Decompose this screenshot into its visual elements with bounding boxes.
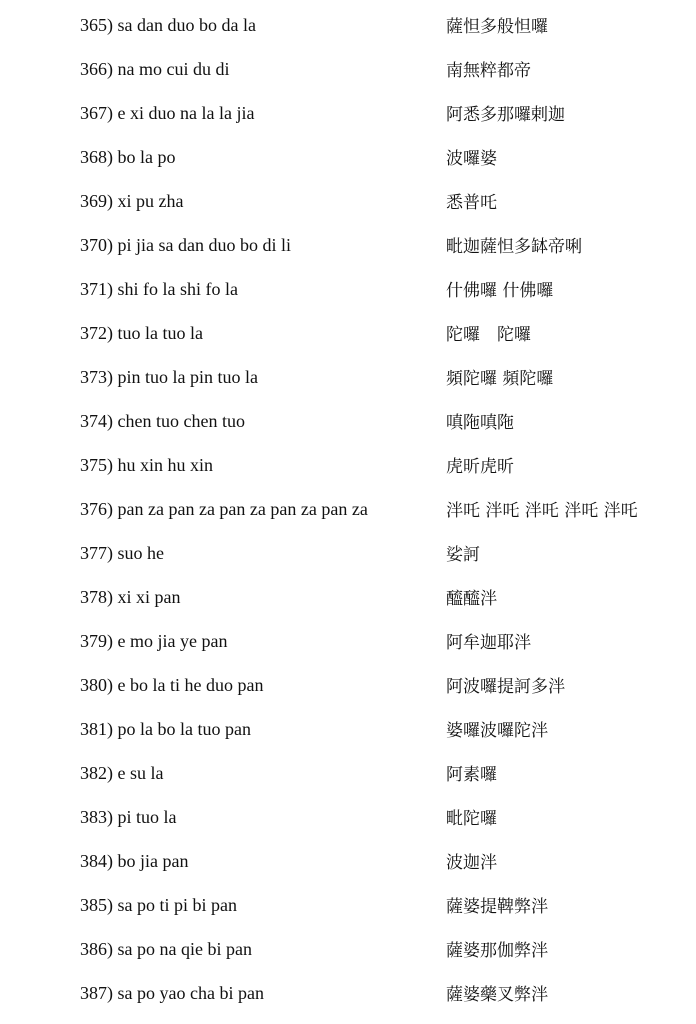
verse-pinyin: 386) sa po na qie bi pan bbox=[80, 939, 252, 959]
verse-hanzi: 悉普吒 bbox=[446, 193, 497, 213]
verse-row-384 bbox=[0, 848, 696, 878]
verse-pinyin: 368) bo la po bbox=[80, 147, 176, 167]
verse-hanzi: 婆囉波囉陀泮 bbox=[446, 721, 548, 741]
verse-row-367 bbox=[0, 100, 696, 130]
verse-pinyin: 378) xi xi pan bbox=[80, 587, 181, 607]
verse-row-381 bbox=[0, 716, 696, 746]
verse-row-369 bbox=[0, 188, 696, 218]
verse-row-387 bbox=[0, 980, 696, 1010]
verse-hanzi: 娑訶 bbox=[446, 545, 480, 565]
verse-row-366 bbox=[0, 56, 696, 86]
verse-pinyin: 377) suo he bbox=[80, 543, 164, 563]
verse-pinyin: 376) pan za pan za pan za pan za pan za bbox=[80, 499, 368, 519]
verse-pinyin: 366) na mo cui du di bbox=[80, 59, 230, 79]
verse-hanzi: 阿悉多那囉剌迦 bbox=[446, 105, 565, 125]
verse-pinyin: 379) e mo jia ye pan bbox=[80, 631, 228, 651]
verse-pinyin: 381) po la bo la tuo pan bbox=[80, 719, 251, 739]
verse-pinyin: 387) sa po yao cha bi pan bbox=[80, 983, 264, 1003]
verse-pinyin: 374) chen tuo chen tuo bbox=[80, 411, 245, 431]
verse-row-374 bbox=[0, 408, 696, 438]
verse-row-368 bbox=[0, 144, 696, 174]
verse-hanzi: 阿牟迦耶泮 bbox=[446, 633, 531, 653]
verse-row-378 bbox=[0, 584, 696, 614]
verse-hanzi: 阿素囉 bbox=[446, 765, 497, 785]
verse-pinyin: 372) tuo la tuo la bbox=[80, 323, 203, 343]
verse-row-385 bbox=[0, 892, 696, 922]
verse-pinyin: 367) e xi duo na la la jia bbox=[80, 103, 255, 123]
verse-hanzi: 嗔陁嗔陁 bbox=[446, 413, 514, 433]
verse-hanzi: 泮吒 泮吒 泮吒 泮吒 泮吒 bbox=[446, 501, 638, 521]
verse-hanzi: 阿波囉提訶多泮 bbox=[446, 677, 565, 697]
verse-row-365 bbox=[0, 12, 696, 42]
verse-row-386 bbox=[0, 936, 696, 966]
verse-row-383 bbox=[0, 804, 696, 834]
verse-row-371 bbox=[0, 276, 696, 306]
verse-pinyin: 371) shi fo la shi fo la bbox=[80, 279, 238, 299]
verse-pinyin: 369) xi pu zha bbox=[80, 191, 184, 211]
verse-hanzi: 陀囉 陀囉 bbox=[446, 325, 531, 345]
verse-pinyin: 365) sa dan duo bo da la bbox=[80, 15, 256, 35]
verse-row-376 bbox=[0, 496, 696, 526]
verse-pinyin: 373) pin tuo la pin tuo la bbox=[80, 367, 258, 387]
verse-hanzi: 頻陀囉 頻陀囉 bbox=[446, 369, 554, 389]
verse-row-380 bbox=[0, 672, 696, 702]
verse-pinyin: 385) sa po ti pi bi pan bbox=[80, 895, 237, 915]
verse-pinyin: 382) e su la bbox=[80, 763, 164, 783]
verse-row-377 bbox=[0, 540, 696, 570]
verse-hanzi: 薩婆藥叉弊泮 bbox=[446, 985, 548, 1005]
verse-row-375 bbox=[0, 452, 696, 482]
verse-hanzi: 毗迦薩怛多缽帝唎 bbox=[446, 237, 582, 257]
verse-row-370 bbox=[0, 232, 696, 262]
verse-hanzi: 薩怛多般怛囉 bbox=[446, 17, 548, 37]
verse-row-382 bbox=[0, 760, 696, 790]
verse-row-373 bbox=[0, 364, 696, 394]
verse-hanzi: 毗陀囉 bbox=[446, 809, 497, 829]
verse-hanzi: 虎昕虎昕 bbox=[446, 457, 514, 477]
verse-hanzi: 南無粹都帝 bbox=[446, 61, 531, 81]
verse-pinyin: 383) pi tuo la bbox=[80, 807, 177, 827]
verse-row-372 bbox=[0, 320, 696, 350]
verse-hanzi: 波囉婆 bbox=[446, 149, 497, 169]
verse-row-379 bbox=[0, 628, 696, 658]
verse-hanzi: 什佛囉 什佛囉 bbox=[446, 281, 554, 301]
verse-hanzi: 醯醯泮 bbox=[446, 589, 497, 609]
verse-hanzi: 薩婆提鞞弊泮 bbox=[446, 897, 548, 917]
verse-hanzi: 薩婆那伽弊泮 bbox=[446, 941, 548, 961]
verse-hanzi: 波迦泮 bbox=[446, 853, 497, 873]
verse-pinyin: 384) bo jia pan bbox=[80, 851, 189, 871]
verse-pinyin: 370) pi jia sa dan duo bo di li bbox=[80, 235, 291, 255]
verse-pinyin: 375) hu xin hu xin bbox=[80, 455, 213, 475]
verse-pinyin: 380) e bo la ti he duo pan bbox=[80, 675, 264, 695]
